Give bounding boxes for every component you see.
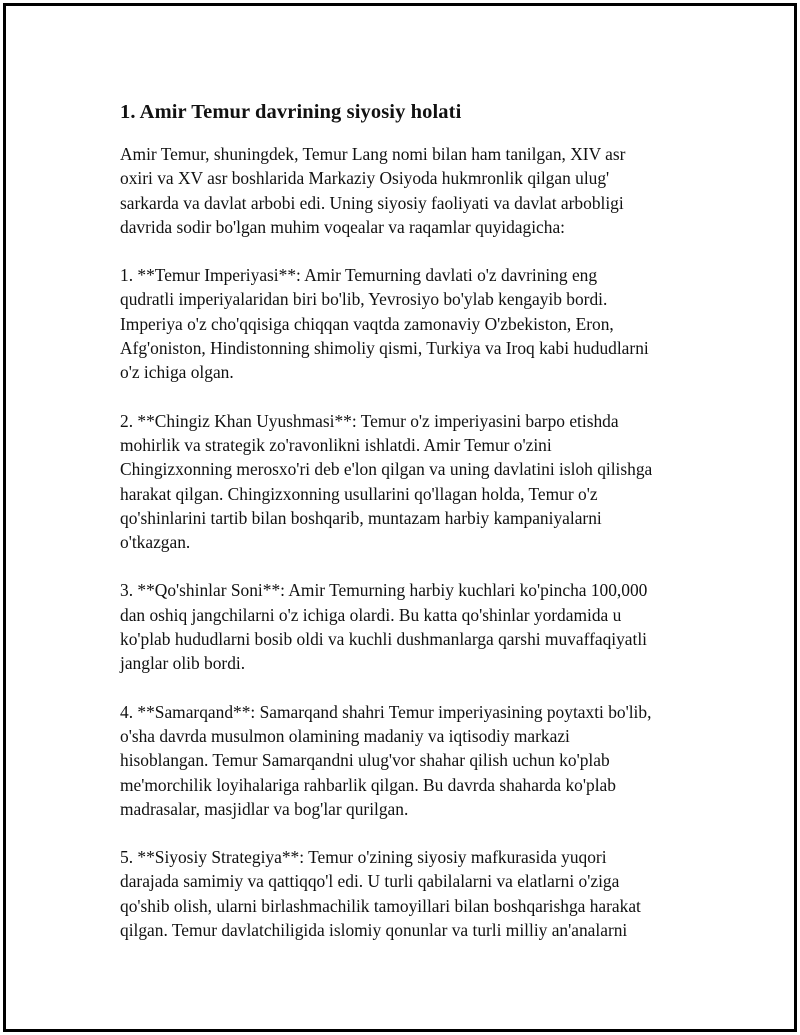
text-line: ko'plab hududlarni bosib oldi va kuchli dushmanlarga qarshi muvaffaqiyatli bbox=[120, 629, 648, 650]
text-line: Chingizxonning merosxo'ri deb e'lon qilgan va uning davlatini isloh qilishga bbox=[120, 459, 653, 480]
page-frame bbox=[3, 3, 797, 1032]
text-line: o'tkazgan. bbox=[120, 532, 191, 553]
text-line: 4. **Samarqand**: Samarqand shahri Temur imperiyasining poytaxti bo'lib, bbox=[120, 701, 652, 722]
text-line: mohirlik va strategik zo'ravonlikni ishlatdi. Amir Temur o'zini bbox=[120, 434, 552, 455]
text-line: me'morchilik loyihalariga rahbarlik qilgan. Bu davrda shaharda ko'plab bbox=[120, 774, 616, 795]
text-line: Afg'oniston, Hindistonning shimoliy qismi, Turkiya va Iroq kabi hududlarni bbox=[120, 338, 649, 359]
text-line: oxiri va XV asr boshlarida Markaziy Osiyoda hukmronlik qilgan ulug' bbox=[120, 168, 610, 189]
text-line: sarkarda va davlat arbobi edi. Uning siyosiy faoliyati va davlat arbobligi bbox=[120, 192, 624, 213]
text-line: o'z ichiga olgan. bbox=[120, 362, 234, 383]
paragraph-item-5 bbox=[120, 845, 710, 942]
text-line: hisoblangan. Temur Samarqandni ulug'vor shahar qilish uchun ko'plab bbox=[120, 750, 610, 771]
text-line: qo'shinlarini tartib bilan boshqarib, muntazam harbiy kampaniyalarni bbox=[120, 507, 602, 528]
text-line: madrasalar, masjidlar va bog'lar qurilgan. bbox=[120, 798, 409, 819]
text-line: 3. **Qo'shinlar Soni**: Amir Temurning harbiy kuchlari ko'pincha 100,000 bbox=[120, 580, 648, 601]
document-body bbox=[120, 98, 710, 966]
text-line: darajada samimiy va qattiqqo'l edi. U turli qabilalarni va elatlarni o'ziga bbox=[120, 871, 620, 892]
paragraph-item-3 bbox=[120, 578, 710, 675]
paragraph-intro bbox=[120, 142, 710, 239]
paragraph-item-4 bbox=[120, 700, 710, 821]
text-line: qilgan. Temur davlatchiligida islomiy qonunlar va turli milliy an'analarni bbox=[120, 920, 628, 941]
text-line: 5. **Siyosiy Strategiya**: Temur o'zining siyosiy mafkurasida yuqori bbox=[120, 847, 607, 868]
text-line: harakat qilgan. Chingizxonning usullarini qo'llagan holda, Temur o'z bbox=[120, 483, 598, 504]
text-line: 2. **Chingiz Khan Uyushmasi**: Temur o'z imperiyasini barpo etishda bbox=[120, 410, 619, 431]
text-line: o'sha davrda musulmon olamining madaniy va iqtisodiy markazi bbox=[120, 725, 570, 746]
text-line: 1. **Temur Imperiyasi**: Amir Temurning davlati o'z davrining eng bbox=[120, 265, 598, 286]
text-line: janglar olib bordi. bbox=[120, 653, 246, 674]
text-line: Amir Temur, shuningdek, Temur Lang nomi bilan ham tanilgan, XIV asr bbox=[120, 144, 626, 164]
paragraph-item-2 bbox=[120, 409, 710, 555]
text-line: dan oshiq jangchilarni o'z ichiga olardi. Bu katta qo'shinlar yordamida u bbox=[120, 604, 622, 625]
text-line: Imperiya o'z cho'qqisiga chiqqan vaqtda zamonaviy O'zbekiston, Eron, bbox=[120, 313, 614, 334]
document-title: 1. Amir Temur davrining siyosiy holati bbox=[120, 101, 462, 123]
text-line: qo'shib olish, ularni birlashmachilik tamoyillari bilan boshqarishga harakat bbox=[120, 895, 641, 916]
text-line: davrida sodir bo'lgan muhim voqealar va raqamlar quyidagicha: bbox=[120, 216, 565, 237]
paragraph-item-1 bbox=[120, 263, 710, 384]
text-line: qudratli imperiyalaridan biri bo'lib, Yevrosiyo bo'ylab kengayib bordi. bbox=[120, 289, 608, 310]
